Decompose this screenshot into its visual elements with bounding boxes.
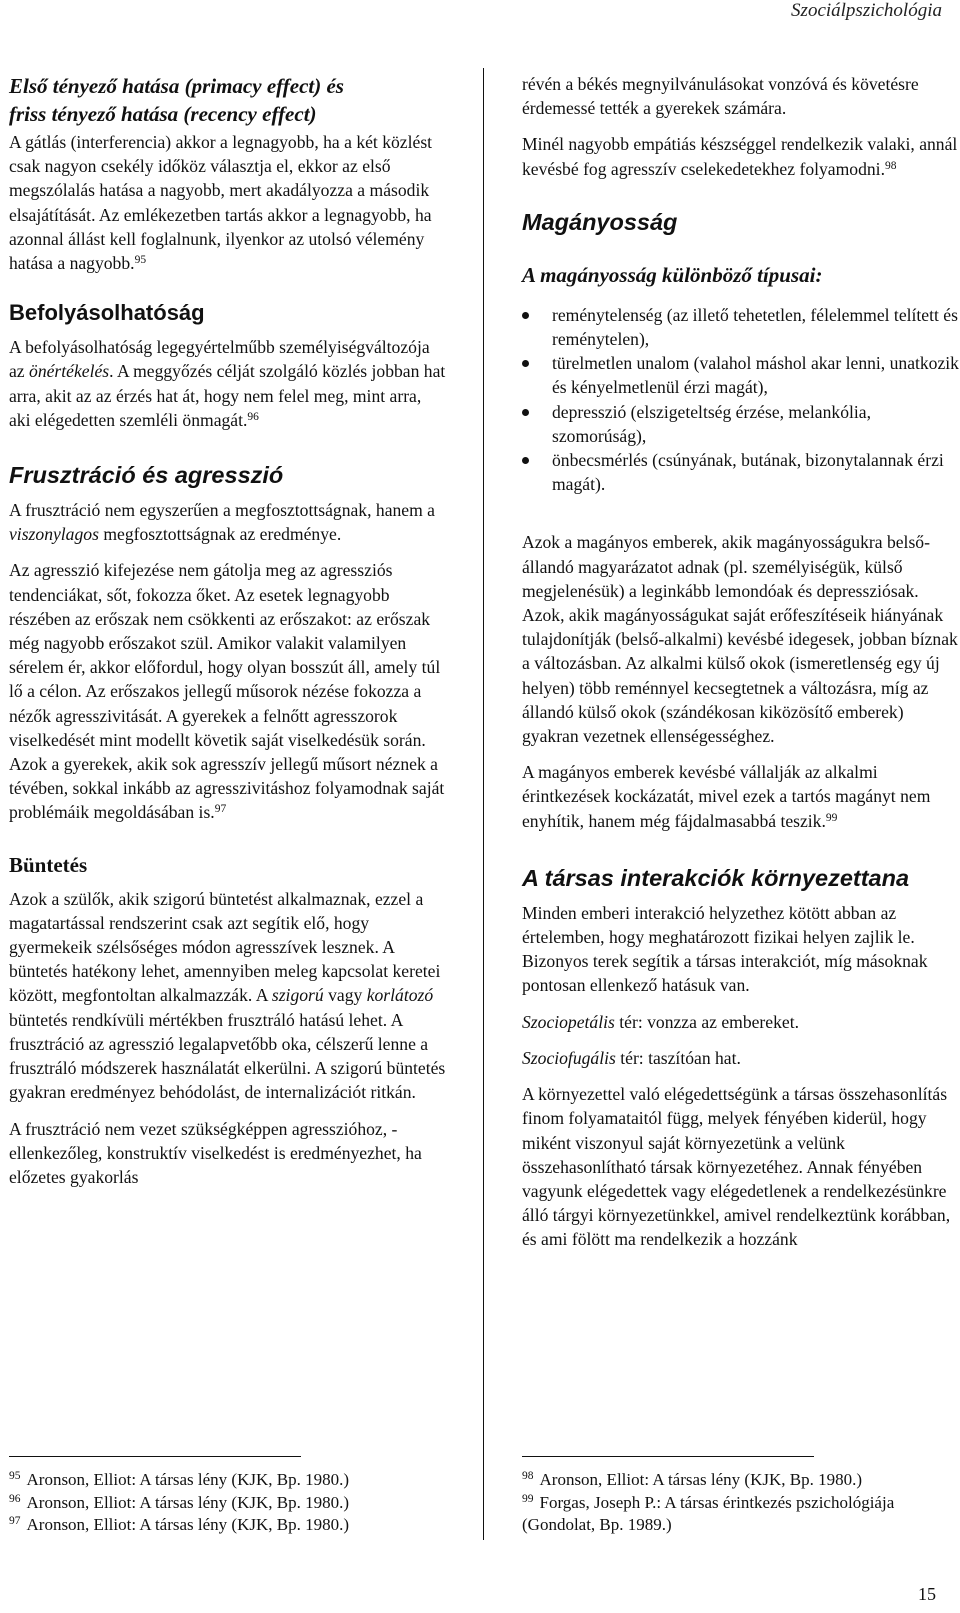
onertekeles-term: önértékelés <box>29 361 110 382</box>
footnote-text: Forgas, Joseph P.: A társas érintkezés pszichológiája (Gondolat, Bp. 1989.) <box>522 1492 895 1534</box>
footnote-99 <box>522 1492 942 1537</box>
frusztracio-paragraph-2 <box>9 558 447 824</box>
kornyezettan-paragraph-3: A környezettel való elégedettségünk a társas összehasonlítás finom folyamataitól függ, melyek fényében kiderül, hogy miként viszonyul saját környezetünk a velünk összehasonlítható társak környezetéhez. Annak fényében vagyunk elégedettek vagy elégedetlenek a rendelkezésünkre álló tárgyi környezetünkkel, amivel rendelkeztünk korábban, és ami fölött ma rendelkezik a hozzánk <box>522 1084 951 1250</box>
primacy-heading-line2: friss tényező hatása (recency effect) <box>9 102 317 126</box>
frusztracio-paragraph-1 <box>9 498 447 546</box>
kornyezettan-paragraph-1: Minden emberi interakció helyzethez kötött abban az értelemben, hogy meghatározott fizikai helyen zajlik le. Bizonyos terek segítik a társas interakciót, míg másoknak pontosan ellenkező hatásuk van. <box>522 902 928 996</box>
szociofugalis-definition <box>522 1046 960 1070</box>
footnote-ref-96[interactable]: 96 <box>247 410 259 423</box>
footnote-97 <box>9 1514 449 1537</box>
footnote-ref-99[interactable]: 99 <box>825 811 838 824</box>
footnote-num: 98 <box>522 1470 534 1482</box>
buntetes-p1-c: büntetés rendkívüli mértékben frusztráló hatású lehet. A frusztráció az agresszió legalapvetőbb oka, célszerű lenne a frusztráló módszerek használatát elkerülni. A szigorú büntetés gyakran eredményez behódolást, de internalizációt ritkán. <box>9 1009 446 1103</box>
buntetes-paragraph-2: A frusztráció nem vezet szükségképpen agresszióhoz, - ellenkezőleg, konstruktív viselkedést is eredményezhet, ha előzetes gyakorlás <box>9 1118 422 1187</box>
primacy-heading <box>9 72 447 128</box>
kornyezettan-heading: A társas interakciók környezettana <box>522 864 910 891</box>
list-item: depresszió (elszigeteltség érzése, melankólia, szomorúság), <box>522 400 960 448</box>
maganyossag-p2-text: A magányos emberek kevésbé vállalják az alkalmi érintkezések kockázatát, mivel ezek a tartós magányt nem enyhítik, hanem még fájdalmasabbá teszik. <box>522 762 931 831</box>
maganyossag-types-list <box>522 303 960 497</box>
frusztracio-p1-a: A frusztráció nem egyszerűen a megfosztottságnak, hanem a <box>9 500 435 521</box>
befoly-text-a: A befolyásolhatóság legegyértelműbb személyiségváltozója az <box>9 337 430 382</box>
continuation-paragraph: révén a békés megnyilvánulásokat vonzóvá és követésre érdemessé tették a gyerekek számára. <box>522 74 919 119</box>
footnote-ref-98[interactable]: 98 <box>884 159 897 172</box>
befoly-text-b: . A meggyőzés célját szolgáló közlés jobban hat arra, akit az az érzés hat át, hogy nem felel meg, mint arra, aki elégedetten szemléli önmagát. <box>9 361 446 430</box>
footnote-num: 96 <box>9 1492 21 1505</box>
right-column <box>522 72 960 1252</box>
korlatozo-term: korlátozó <box>366 985 434 1006</box>
szociofugalis-term: Szociofugális <box>522 1047 616 1068</box>
buntetes-p1-a: Azok a szülők, akik szigorú büntetést alkalmaznak, ezzel a magatartással rendszerint csak azt segítik elő, hogy gyermekeik szélsőséges módon agresszívek lesznek. A büntetés hatékony lehet, amennyiben meleg kapcsolat keretei között, megfontoltan alkalmazzák. A <box>9 888 441 1006</box>
szociopetalis-text: tér: vonzza az embereket. <box>614 1011 799 1032</box>
szociopetalis-definition <box>522 1010 960 1034</box>
buntetes-p1-b: vagy <box>323 985 367 1006</box>
empathy-text: Minél nagyobb empátiás készséggel rendelkezik valaki, annál kevésbé fog agresszív cselekedetekhez folyamodni. <box>522 134 958 179</box>
footnote-text: Aronson, Elliot: A társas lény (KJK, Bp. 1980.) <box>26 1515 350 1534</box>
frusztracio-heading: Frusztráció és agresszió <box>9 462 284 489</box>
szigoru-term: szigorú <box>271 985 324 1006</box>
left-footnotes <box>9 1456 449 1537</box>
left-column <box>9 72 447 1189</box>
frusztracio-p2-text: Az agresszió kifejezése nem gátolja meg az agressziós tendenciákat, sőt, fokozza őket. Az esetek legnagyobb részében az erőszak nem csökkenti az erőszakot: az erőszak még nagyobb erőszakot szül. Amikor valakit valamilyen sérelem ér, akkor előfordul, hogy olyan bosszút áll, amely túl lő a célon. Az erőszakos jellegű műsorok nézése fokozza a nézők agresszivitását. A gyerekek a felnőtt agresszorok viselkedését mint modellt követik saját viselkedésük során. Azok a gyerekek, akik sok agresszív jellegű műsort néznek a tévében, sokkal inkább az agresszivitáshoz folyamodnak saját problémáik megoldásában is. <box>9 560 445 823</box>
footnote-num: 97 <box>9 1515 21 1527</box>
list-item: önbecsmérlés (csúnyának, butának, bizonytalannak érzi magát). <box>522 448 960 496</box>
befolyasolhatosag-heading: Befolyásolhatóság <box>9 300 205 326</box>
column-divider <box>483 68 484 1540</box>
footnote-ref-95[interactable]: 95 <box>134 254 147 267</box>
footnote-text: Aronson, Elliot: A társas lény (KJK, Bp. 1980.) <box>26 1470 350 1489</box>
footnote-text: Aronson, Elliot: A társas lény (KJK, Bp. 1980.) <box>539 1470 863 1489</box>
page-number: 15 <box>918 1584 936 1604</box>
footnote-95 <box>9 1469 449 1492</box>
primacy-text: A gátlás (interferencia) akkor a legnagyobb, ha a két közlést csak nagyon csekély időköz választja el, ekkor az első megszólalás hatása a nagyobb, mert akadályozza a második elsajátítását. Az emlékezetben tartás akkor a legnagyobb, ha azonnal állást kell foglalnunk, ilyenkor az utolsó vélemény hatása a nagyobb. <box>9 132 433 274</box>
footnote-ref-97[interactable]: 97 <box>214 803 227 816</box>
right-footnotes <box>522 1456 942 1537</box>
footnote-num: 99 <box>522 1492 534 1505</box>
footnote-rule <box>522 1456 814 1457</box>
empathy-paragraph <box>522 132 960 180</box>
maganyossag-heading: Magányosság <box>522 208 678 235</box>
szociopetalis-term: Szociopetális <box>522 1011 615 1032</box>
befolyasolhatosag-paragraph <box>9 335 447 432</box>
footnote-text: Aronson, Elliot: A társas lény (KJK, Bp. 1980.) <box>26 1492 350 1512</box>
footnote-98 <box>522 1469 942 1492</box>
running-title: Szociálpszichológia <box>791 0 942 21</box>
list-item: reménytelenség (az illető tehetetlen, félelemmel telített és reménytelen), <box>522 303 960 351</box>
list-item: türelmetlen unalom (valahol máshol akar lenni, unatkozik és kényelmetlenül érzi magát), <box>522 351 960 399</box>
primacy-paragraph <box>9 130 447 275</box>
primacy-heading-line1: Első tényező hatása (primacy effect) és <box>9 74 344 98</box>
maganyossag-paragraph-1: Azok a magányos emberek, akik magányosságukra belső-állandó magyarázatot adnak (pl. személyiségük, külső megjelenésük) a leginkább lemondóak és depressziósak. Azok, akik magányosságukat saját erőfeszítéseik hiányának tulajdonítják (belső-alkalmi) kevésbé idegesek, jobban bíznak a változásban. Az alkalmi külső okok (ismeretlenség egy új helyen) több reménnyel kecsegtetnek a változásra, míg az állandó külső okok (szándékosan kiközösítő emberek) gyakran vezetnek ellenségességhez. <box>522 532 958 747</box>
maganyossag-subheading: A magányosság különböző típusai: <box>522 262 823 287</box>
footnote-num: 95 <box>9 1470 21 1482</box>
footnote-rule <box>9 1456 301 1457</box>
frusztracio-p1-b: megfosztottságnak az eredménye. <box>98 524 342 545</box>
viszonylagos-term: viszonylagos <box>9 524 99 545</box>
maganyossag-paragraph-2 <box>522 760 960 833</box>
buntetes-heading: Büntetés <box>9 852 88 877</box>
szociofugalis-text: tér: taszítóan hat. <box>615 1047 741 1068</box>
footnote-96 <box>9 1492 449 1515</box>
buntetes-paragraph-1 <box>9 887 447 1105</box>
